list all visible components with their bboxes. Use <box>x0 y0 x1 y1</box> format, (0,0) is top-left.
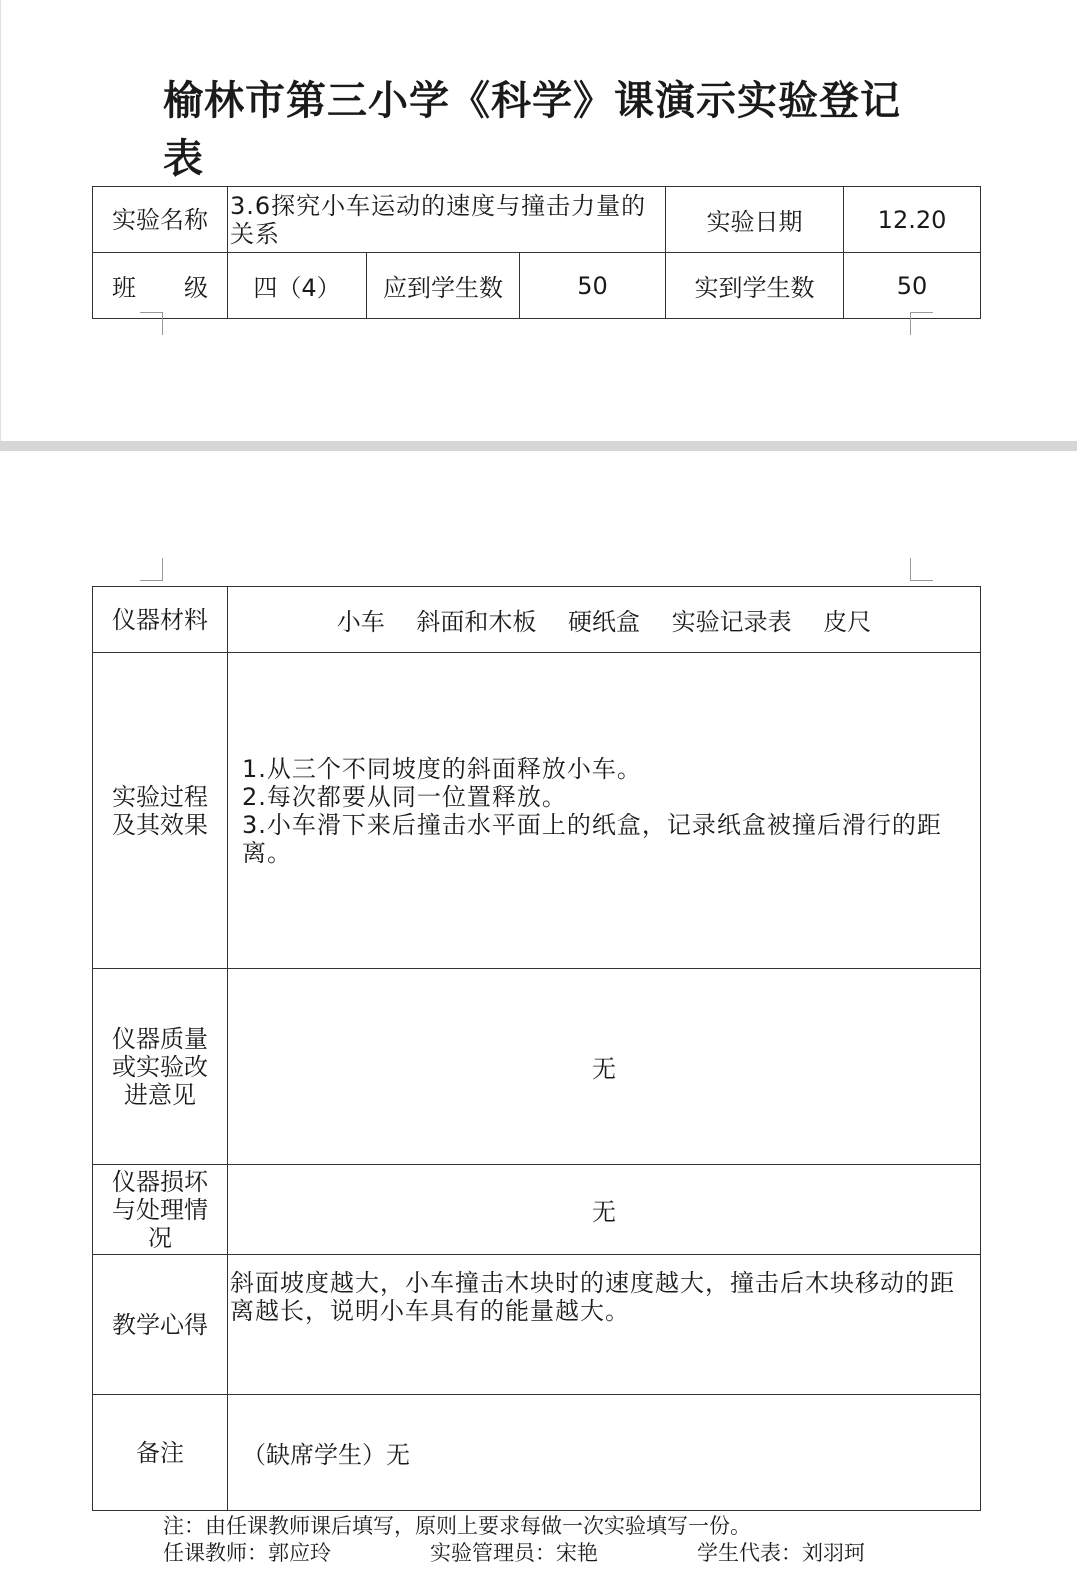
crop-mark <box>140 312 163 335</box>
process-label: 实验过程及其效果 <box>93 653 228 969</box>
experiment-info-table <box>92 186 981 319</box>
remarks-label: 备注 <box>93 1395 228 1511</box>
damage-value: 无 <box>228 1165 981 1255</box>
footer-teacher: 任课教师：郭应玲 <box>163 1541 331 1565</box>
class-label: 班 级 <box>93 253 228 319</box>
actual-students-value: 50 <box>844 253 981 319</box>
materials-label: 仪器材料 <box>93 587 228 653</box>
footer-note: 注：由任课教师课后填写，原则上要求每做一次实验填写一份。 <box>163 1514 751 1538</box>
date-label: 实验日期 <box>666 187 844 253</box>
process-step: 3.小车滑下来后撞击水平面上的纸盒，记录纸盒被撞后滑行的距离。 <box>242 810 942 867</box>
damage-label: 仪器损坏与处理情况 <box>93 1165 228 1255</box>
experiment-record-table <box>92 586 981 1511</box>
reflection-value: 斜面坡度越大，小车撞击木块时的速度越大，撞击后木块移动的距离越长，说明小车具有的能量越大。 <box>228 1255 981 1395</box>
experiment-name-label: 实验名称 <box>93 187 228 253</box>
crop-mark <box>910 312 933 335</box>
expected-students-label: 应到学生数 <box>367 253 520 319</box>
document-title: 榆林市第三小学《科学》课演示实验登记表 <box>163 78 901 182</box>
crop-mark <box>140 558 163 581</box>
actual-students-label: 实到学生数 <box>666 253 844 319</box>
experiment-name-value: 3.6探究小车运动的速度与撞击力量的关系 <box>228 187 666 253</box>
class-value: 四（4） <box>228 253 367 319</box>
reflection-label: 教学心得 <box>93 1255 228 1395</box>
footer-admin: 实验管理员：宋艳 <box>430 1541 598 1565</box>
crop-mark <box>910 558 933 581</box>
process-value <box>228 653 981 969</box>
expected-students-value: 50 <box>520 253 666 319</box>
materials-value: 小车 斜面和木板 硬纸盒 实验记录表 皮尺 <box>228 587 981 653</box>
date-value: 12.20 <box>844 187 981 253</box>
page-separator <box>0 441 1077 451</box>
quality-value: 无 <box>228 969 981 1165</box>
remarks-value: （缺席学生）无 <box>228 1395 981 1511</box>
footer-student-rep: 学生代表：刘羽珂 <box>697 1541 865 1565</box>
quality-label: 仪器质量或实验改进意见 <box>93 969 228 1165</box>
process-step: 2.每次都要从同一位置释放。 <box>242 782 567 811</box>
process-step: 1.从三个不同坡度的斜面释放小车。 <box>242 754 642 783</box>
